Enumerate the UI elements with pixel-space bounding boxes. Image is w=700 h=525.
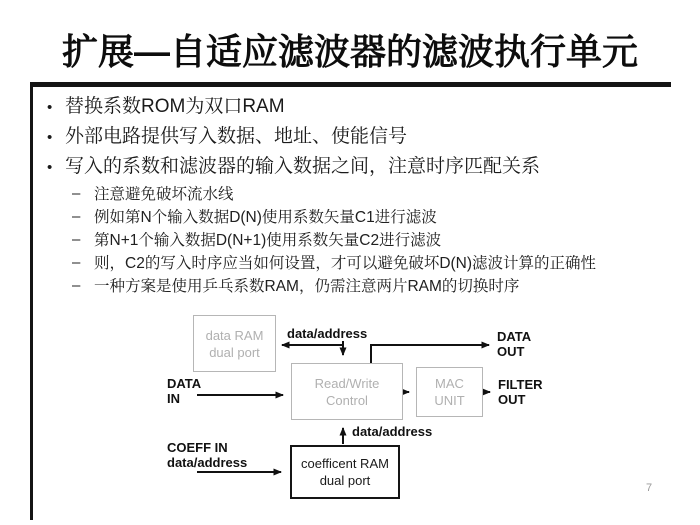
box-label: data RAM: [205, 327, 264, 343]
box-label: dual port: [209, 344, 260, 360]
box-label: MAC: [435, 376, 464, 391]
bullet-icon: •: [47, 129, 53, 146]
bullet-text: 注意避免破坏流水线: [94, 186, 234, 203]
data-in-label: DATA IN: [167, 376, 202, 406]
filter-out-label: FILTER OUT: [498, 377, 543, 407]
box-label: coefficent RAM: [301, 456, 389, 471]
dash-icon: –: [72, 254, 81, 271]
mac-unit-box: [416, 367, 483, 417]
bullet-text: 第N+1个输入数据D(N+1)使用系数矢量C2进行滤波: [94, 232, 442, 249]
dash-icon: –: [72, 231, 81, 248]
bullet-icon: •: [47, 159, 53, 176]
bullet-text: 写入的系数和滤波器的输入数据之间，注意时序匹配关系: [65, 156, 541, 177]
box-label: Control: [326, 392, 368, 408]
bullet-icon: •: [47, 99, 53, 116]
arrow-data-out: [371, 345, 489, 363]
dash-icon: –: [72, 277, 81, 294]
coeff-in-label: COEFF IN data/address: [167, 440, 248, 470]
bullet-text: 则，C2的写入时序应当如何设置，才可以避免破坏D(N)滤波计算的正确性: [94, 255, 597, 272]
data-out-label: DATA OUT: [497, 329, 532, 359]
box-label: UNIT: [434, 393, 465, 408]
data-ram-box: [193, 315, 276, 372]
coefficient-ram-box: [290, 445, 400, 499]
data-address-top-label: data/address: [287, 326, 368, 341]
bullet-text: 替换系数ROM为双口RAM: [65, 96, 285, 117]
data-address-bottom-label: data/address: [352, 424, 433, 439]
bullet-text: 外部电路提供写入数据、地址、使能信号: [65, 126, 408, 147]
dash-icon: –: [72, 208, 81, 225]
dash-icon: –: [72, 185, 81, 202]
page-number: 7: [646, 482, 653, 494]
bullet-text: 一种方案是使用乒乓系数RAM，仍需注意两片RAM的切换时序: [94, 278, 520, 295]
read-write-control-box: [291, 363, 403, 420]
page-title: 扩展—自适应滤波器的滤波执行单元: [61, 31, 638, 72]
box-label: Read/Write: [314, 375, 380, 391]
box-label: dual port: [319, 473, 371, 488]
bullet-text: 例如第N个输入数据D(N)使用系数矢量C1进行滤波: [94, 209, 437, 226]
